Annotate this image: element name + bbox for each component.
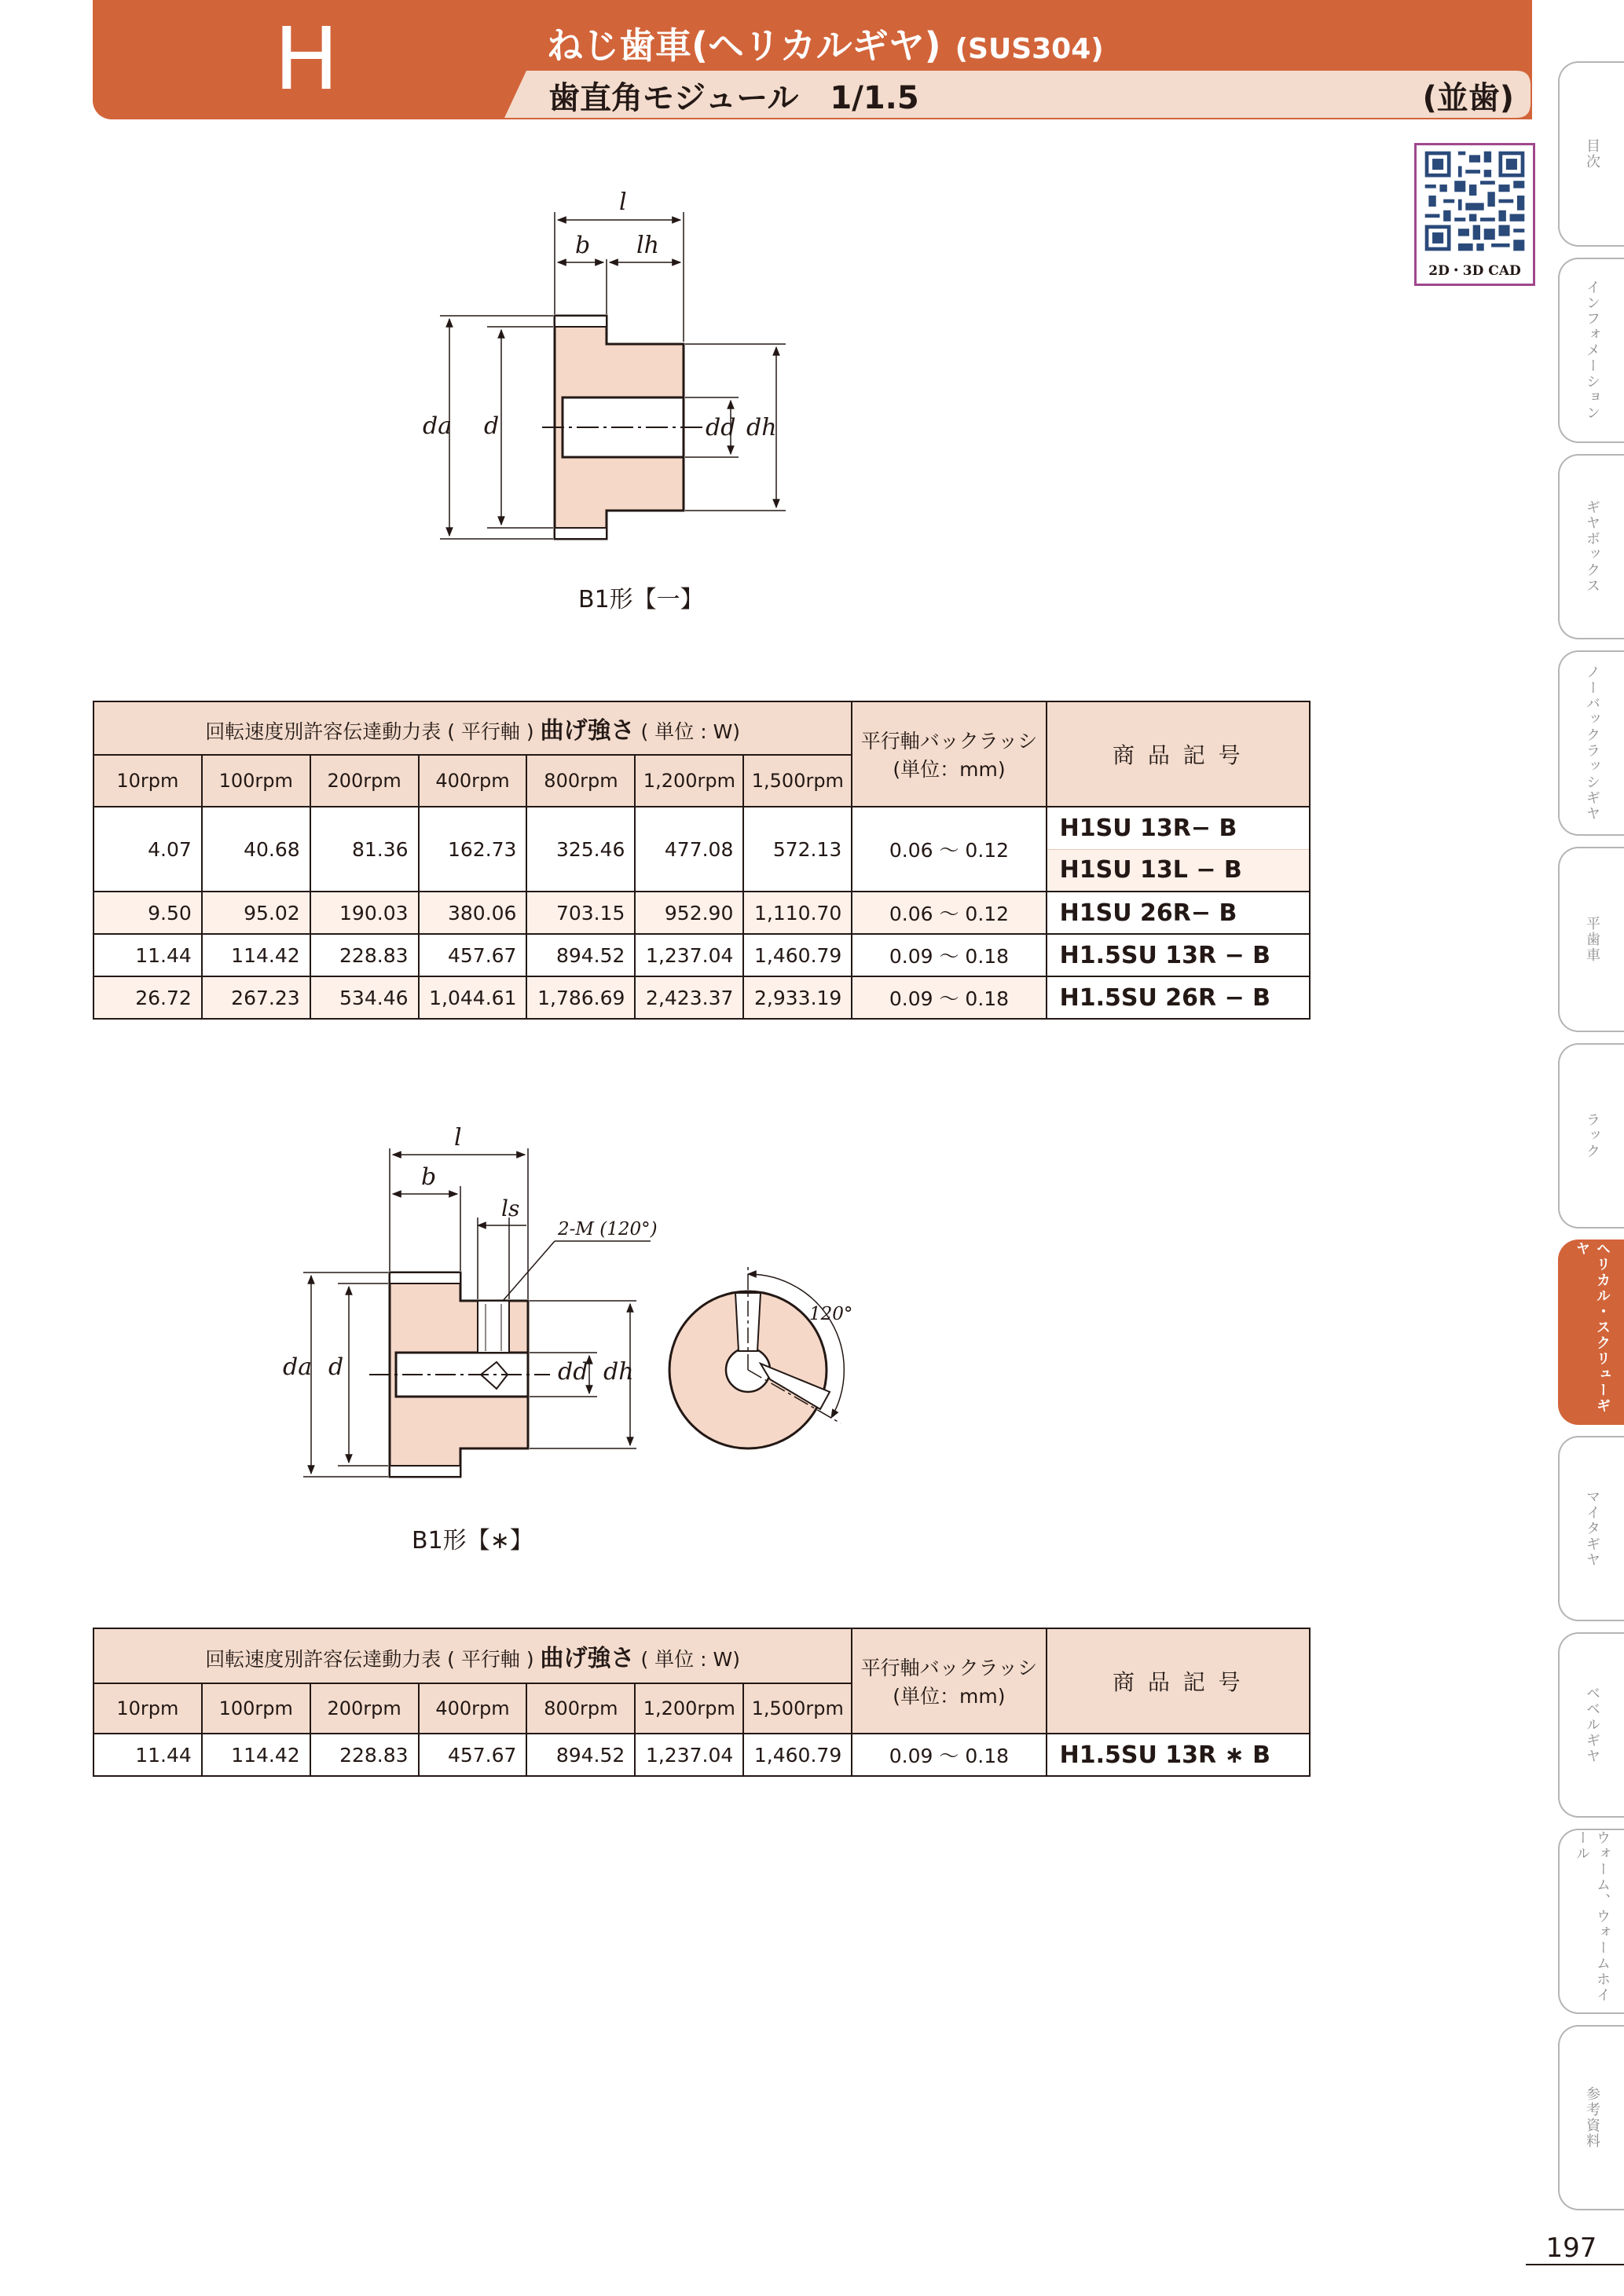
tab-spur-gear[interactable] [1558, 847, 1624, 1032]
title-main: ねじ歯車(ヘリカルギヤ) [547, 24, 941, 67]
backlash-header-unit: (単位：mm) [893, 758, 1006, 781]
cad-qr-code[interactable] [1414, 143, 1535, 286]
group-header-prefix: 回転速度別許容伝達動力表 ( 平行軸 ) [205, 720, 534, 743]
tab-miter-gear[interactable] [1558, 1436, 1624, 1621]
tab-contents[interactable] [1558, 61, 1624, 247]
angle-label: 120° [809, 1304, 853, 1324]
qr-label: 2D・3D CAD [1428, 263, 1521, 279]
power-cell: 1,110.70 [743, 892, 852, 934]
dim-label-ls: ls [501, 1196, 520, 1221]
power-cell: 1,786.69 [526, 976, 635, 1019]
power-cell: 380.06 [419, 892, 527, 934]
dim-label-b: b [421, 1163, 437, 1191]
tab-label: ベベルギヤ [1584, 1686, 1600, 1764]
page-number-rule [1526, 2264, 1624, 2265]
power-cell: 1,460.79 [743, 934, 852, 976]
power-cell: 477.08 [635, 807, 743, 892]
tab-label: 目次 [1584, 138, 1600, 170]
backlash-cell: 0.09 ～ 0.18 [852, 1734, 1046, 1776]
power-cell: 190.03 [310, 892, 419, 934]
dim-label-dh: dh [746, 414, 777, 441]
power-cell: 894.52 [526, 1734, 635, 1776]
tab-label: 参考資料 [1584, 2086, 1600, 2149]
tab-information[interactable] [1558, 258, 1624, 443]
power-cell: 572.13 [743, 807, 852, 892]
gear-drawing-b1-setscrew [267, 1108, 896, 1516]
power-cell: 952.90 [635, 892, 743, 934]
group-header [93, 1628, 852, 1683]
backlash-cell: 0.09 ～ 0.18 [852, 934, 1046, 976]
power-cell: 1,044.61 [419, 976, 527, 1019]
power-cell: 457.67 [419, 1734, 527, 1776]
group-header-main: 曲げ強さ [540, 717, 635, 745]
tab-label: ラック [1584, 1112, 1600, 1159]
dim-label-l: l [454, 1124, 462, 1152]
backlash-header [852, 1628, 1046, 1734]
dim-label-b: b [575, 232, 591, 259]
power-cell: 26.72 [93, 976, 202, 1019]
power-cell: 228.83 [310, 1734, 419, 1776]
power-cell: 325.46 [526, 807, 635, 892]
table-row [93, 1734, 1310, 1776]
table-row [93, 976, 1310, 1019]
tab-rack[interactable] [1558, 1043, 1624, 1229]
power-cell: 534.46 [310, 976, 419, 1019]
power-cell: 11.44 [93, 934, 202, 976]
backlash-header-label: 平行軸バックラッシ [860, 1657, 1038, 1679]
power-cell: 9.50 [93, 892, 202, 934]
tab-label: ヘリカル・スクリューギヤ [1574, 1241, 1611, 1414]
power-cell: 267.23 [202, 976, 310, 1019]
tab-helical-screw-gear[interactable] [1558, 1240, 1624, 1425]
rpm-header: 200rpm [310, 755, 419, 807]
tab-reference[interactable] [1558, 2025, 1624, 2210]
tooth-type: (並歯) [1422, 80, 1514, 116]
product-code[interactable]: H1.5SU 13R ∗ B [1047, 1734, 1310, 1776]
rpm-header: 800rpm [526, 1683, 635, 1734]
power-cell: 114.42 [202, 1734, 310, 1776]
product-code[interactable]: H1SU 13R− B [1047, 807, 1310, 849]
backlash-header-unit: (単位：mm) [893, 1685, 1006, 1708]
module-subtitle: 歯直角モジュール 1/1.5 [548, 80, 919, 116]
power-cell: 703.15 [526, 892, 635, 934]
power-cell: 40.68 [202, 807, 310, 892]
rpm-header: 400rpm [419, 1683, 527, 1734]
figure2-caption: B1形【∗】 [412, 1527, 533, 1554]
rpm-header: 200rpm [310, 1683, 419, 1734]
tab-worm[interactable] [1558, 1829, 1624, 2014]
power-table-1 [93, 701, 1311, 1020]
backlash-cell: 0.06 ～ 0.12 [852, 892, 1046, 934]
tab-label: 平歯車 [1584, 916, 1600, 963]
page-number: 197 [1545, 2232, 1597, 2264]
power-cell: 11.44 [93, 1734, 202, 1776]
dim-label-d: d [484, 412, 500, 440]
rpm-header: 800rpm [526, 755, 635, 807]
dim-label-dd: dd [558, 1358, 588, 1386]
table-row [93, 807, 1310, 849]
dim-label-da: da [283, 1353, 313, 1381]
power-cell: 95.02 [202, 892, 310, 934]
qr-icon [1419, 148, 1531, 255]
screw-label: 2-M (120°) [558, 1219, 658, 1240]
rpm-header: 10rpm [93, 1683, 202, 1734]
figure1-caption: B1形【一】 [578, 586, 704, 613]
backlash-cell: 0.06 ～ 0.12 [852, 807, 1046, 892]
power-cell: 457.67 [419, 934, 527, 976]
title-material: (SUS304) [955, 33, 1104, 65]
dim-label-lh: lh [636, 232, 659, 259]
tab-label: インフォメーション [1584, 280, 1600, 421]
product-code[interactable]: H1SU 26R− B [1047, 892, 1310, 934]
dim-label-l: l [619, 189, 627, 216]
rpm-header: 400rpm [419, 755, 527, 807]
group-header [93, 701, 852, 755]
rpm-header: 100rpm [202, 1683, 310, 1734]
rpm-header: 1,500rpm [743, 755, 852, 807]
dim-label-d: d [328, 1353, 344, 1381]
dim-label-da: da [423, 412, 453, 440]
rpm-header: 10rpm [93, 755, 202, 807]
category-letter: H [273, 9, 339, 109]
table-row [93, 934, 1310, 976]
tab-label: ウォーム、ウォームホイール [1574, 1830, 1611, 2003]
page-title [547, 17, 1104, 69]
power-cell: 894.52 [526, 934, 635, 976]
backlash-cell: 0.09 ～ 0.18 [852, 976, 1046, 1019]
dim-label-dd: dd [706, 414, 736, 441]
power-cell: 2,423.37 [635, 976, 743, 1019]
power-cell: 1,237.04 [635, 1734, 743, 1776]
backlash-header [852, 701, 1046, 807]
group-header-unit: ( 単位 : W) [640, 1648, 740, 1671]
power-cell: 4.07 [93, 807, 202, 892]
tab-label: ギヤボックス [1584, 500, 1600, 594]
power-cell: 2,933.19 [743, 976, 852, 1019]
product-code[interactable]: H1.5SU 26R − B [1047, 976, 1310, 1019]
backlash-header-label: 平行軸バックラッシ [860, 730, 1038, 753]
rpm-header: 1,500rpm [743, 1683, 852, 1734]
power-cell: 1,460.79 [743, 1734, 852, 1776]
tab-label: ノーバックラッシギヤ [1584, 665, 1600, 822]
gear-drawing-b1-plain [409, 181, 801, 566]
group-header-prefix: 回転速度別許容伝達動力表 ( 平行軸 ) [205, 1648, 534, 1671]
rpm-header: 1,200rpm [635, 755, 743, 807]
tab-bevel-gear[interactable] [1558, 1632, 1624, 1818]
rpm-header: 100rpm [202, 755, 310, 807]
power-table-2 [93, 1628, 1311, 1777]
product-code[interactable]: H1SU 13L − B [1047, 849, 1310, 892]
code-header: 商 品 記 号 [1047, 1628, 1310, 1734]
dim-label-dh: dh [603, 1358, 634, 1386]
power-cell: 114.42 [202, 934, 310, 976]
power-cell: 162.73 [419, 807, 527, 892]
tab-label: マイタギヤ [1584, 1489, 1600, 1568]
tab-gearbox[interactable] [1558, 454, 1624, 639]
tab-anti-backlash[interactable] [1558, 650, 1624, 836]
product-code[interactable]: H1.5SU 13R − B [1047, 934, 1310, 976]
rpm-header: 1,200rpm [635, 1683, 743, 1734]
power-cell: 228.83 [310, 934, 419, 976]
table-row [93, 892, 1310, 934]
power-cell: 81.36 [310, 807, 419, 892]
group-header-main: 曲げ強さ [540, 1645, 635, 1672]
group-header-unit: ( 単位 : W) [640, 720, 741, 743]
power-cell: 1,237.04 [635, 934, 743, 976]
code-header: 商 品 記 号 [1047, 701, 1310, 807]
